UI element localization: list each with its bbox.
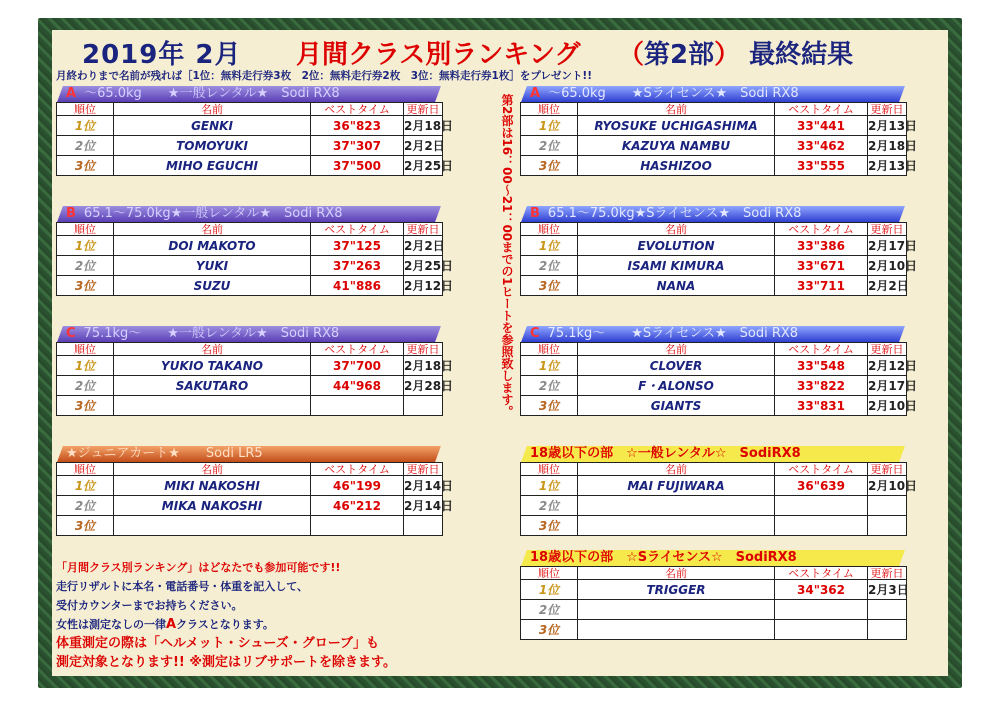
update-date: 2月18日 (404, 356, 443, 376)
header-name: 名前 (578, 103, 775, 116)
rank-position: 1位 (57, 356, 114, 376)
best-time: 33"671 (775, 256, 868, 276)
rank-position: 2位 (521, 136, 578, 156)
table-header-row (57, 343, 443, 356)
class-tag: A (66, 86, 77, 101)
title-part (618, 34, 853, 71)
table-header-row (521, 567, 907, 580)
class-tag: A (530, 86, 541, 101)
title-ranking: 月間クラス別ランキング (296, 40, 581, 70)
table-row (521, 116, 907, 136)
update-date: 2月13日 (868, 116, 907, 136)
racer-name (114, 516, 311, 536)
update-date: 2月14日 (404, 496, 443, 516)
ranking-board (52, 30, 948, 676)
class-banner (521, 86, 905, 102)
prize-subtitle: 月終わりまで名前が残れば［1位：無料走行券3枚 2位：無料走行券2枚 3位：無料走行券1枚］をプレゼント!! (56, 70, 592, 82)
note-text: クラスとなります。 (176, 618, 274, 631)
header-date: 更新日 (404, 343, 443, 356)
best-time: 37"500 (311, 156, 404, 176)
racer-name: TRIGGER (578, 580, 775, 600)
best-time: 34"362 (775, 580, 868, 600)
racer-name: YUKIO TAKANO (114, 356, 311, 376)
header-date: 更新日 (868, 103, 907, 116)
rank-position: 1位 (521, 116, 578, 136)
table-row (57, 496, 443, 516)
header-pos: 順位 (57, 223, 114, 236)
best-time: 37"307 (311, 136, 404, 156)
update-date: 2月2日 (404, 136, 443, 156)
header-pos: 順位 (57, 343, 114, 356)
rank-position: 2位 (57, 136, 114, 156)
table-row (521, 516, 907, 536)
update-date: 2月10日 (868, 476, 907, 496)
frame-border (38, 18, 962, 688)
rank-position: 3位 (57, 396, 114, 416)
best-time (311, 396, 404, 416)
header-time: ベストタイム (775, 463, 868, 476)
rank-position: 1位 (521, 580, 578, 600)
table-row (57, 236, 443, 256)
ranking-table (520, 462, 918, 536)
header-time: ベストタイム (775, 103, 868, 116)
header-name: 名前 (114, 103, 311, 116)
best-time: 46"199 (311, 476, 404, 496)
rank-position: 3位 (521, 396, 578, 416)
class-banner (57, 326, 441, 342)
table-header-row (521, 343, 907, 356)
table-row (57, 476, 443, 496)
rank-position: 3位 (521, 620, 578, 640)
class-label: 〜65.0kg ★Sライセンス★ Sodi RX8 (548, 86, 799, 101)
racer-name: GIANTS (578, 396, 775, 416)
class-banner (521, 206, 905, 222)
update-date (868, 516, 907, 536)
racer-name: RYOSUKE UCHIGASHIMA (578, 116, 775, 136)
update-date: 2月14日 (404, 476, 443, 496)
header-name: 名前 (578, 343, 775, 356)
table-row (521, 476, 907, 496)
update-date: 2月28日 (404, 376, 443, 396)
update-date: 2月10日 (868, 396, 907, 416)
update-date (404, 396, 443, 416)
best-time (775, 516, 868, 536)
table-row (57, 356, 443, 376)
paren-open: （ (618, 40, 645, 70)
rank-position: 2位 (521, 256, 578, 276)
racer-name: KAZUYA NAMBU (578, 136, 775, 156)
best-time (775, 600, 868, 620)
update-date: 2月10日 (868, 256, 907, 276)
header-name: 名前 (578, 223, 775, 236)
table-row (57, 396, 443, 416)
rank-position: 2位 (57, 376, 114, 396)
ranking-table (520, 566, 907, 640)
ranking-table (520, 342, 918, 416)
header-time: ベストタイム (311, 463, 404, 476)
ranking-table (56, 222, 454, 296)
racer-name (114, 396, 311, 416)
racer-name: MAI FUJIWARA (578, 476, 775, 496)
racer-name (578, 600, 775, 620)
table-row (521, 580, 907, 600)
rank-position: 3位 (57, 156, 114, 176)
ranking-block (520, 550, 909, 640)
paren-close: ） (714, 40, 741, 70)
update-date: 2月17日 (868, 376, 907, 396)
rank-position: 2位 (521, 600, 578, 620)
rank-position: 1位 (57, 236, 114, 256)
best-time: 33"548 (775, 356, 868, 376)
racer-name: F・ALONSO (578, 376, 775, 396)
racer-name: GENKI (114, 116, 311, 136)
table-row (57, 136, 443, 156)
racer-name: EVOLUTION (578, 236, 775, 256)
header-pos: 順位 (521, 463, 578, 476)
update-date: 2月25日 (404, 156, 443, 176)
class-banner (57, 86, 441, 102)
table-header-row (57, 103, 443, 116)
header-name: 名前 (578, 463, 775, 476)
racer-name: TOMOYUKI (114, 136, 311, 156)
update-date: 2月12日 (868, 356, 907, 376)
rank-position: 2位 (521, 496, 578, 516)
class-label: ★ジュニアカート★ Sodi LR5 (66, 446, 263, 461)
rank-position: 1位 (521, 476, 578, 496)
ranking-table (520, 102, 918, 176)
racer-name (578, 496, 775, 516)
ranking-table (56, 462, 454, 536)
header-pos: 順位 (521, 343, 578, 356)
table-row (521, 600, 907, 620)
update-date: 2月12日 (404, 276, 443, 296)
header-date: 更新日 (868, 223, 907, 236)
update-date: 2月3日 (868, 580, 907, 600)
update-date: 2月13日 (868, 156, 907, 176)
racer-name: MIKI NAKOSHI (114, 476, 311, 496)
table-row (57, 256, 443, 276)
header-name: 名前 (114, 463, 311, 476)
best-time: 37"700 (311, 356, 404, 376)
ranking-block (520, 446, 918, 536)
rank-position: 1位 (57, 116, 114, 136)
class-tag: C (66, 326, 76, 341)
best-time: 33"441 (775, 116, 868, 136)
ranking-block (56, 446, 454, 536)
racer-name: DOI MAKOTO (114, 236, 311, 256)
racer-name: SUZU (114, 276, 311, 296)
header-pos: 順位 (57, 463, 114, 476)
table-header-row (521, 103, 907, 116)
header-pos: 順位 (57, 103, 114, 116)
rank-position: 3位 (57, 276, 114, 296)
update-date: 2月17日 (868, 236, 907, 256)
best-time: 37"263 (311, 256, 404, 276)
racer-name: SAKUTARO (114, 376, 311, 396)
class-tag: C (530, 326, 540, 341)
class-label: 18歳以下の部 ☆Sライセンス☆ SodiRX8 (530, 550, 797, 565)
update-date (868, 620, 907, 640)
table-row (521, 156, 907, 176)
header-time: ベストタイム (311, 223, 404, 236)
table-row (57, 156, 443, 176)
table-row (521, 236, 907, 256)
best-time (775, 620, 868, 640)
rank-position: 3位 (521, 276, 578, 296)
header-date: 更新日 (404, 103, 443, 116)
class-banner (521, 446, 905, 462)
class-banner (57, 206, 441, 222)
best-time: 46"212 (311, 496, 404, 516)
racer-name: HASHIZOO (578, 156, 775, 176)
update-date: 2月2日 (404, 236, 443, 256)
ranking-table (56, 102, 454, 176)
racer-name: YUKI (114, 256, 311, 276)
note-class-a: A (166, 617, 177, 632)
header-time: ベストタイム (775, 223, 868, 236)
title-month: 2019年 2月 (82, 40, 242, 70)
final-label: 最終結果 (740, 40, 854, 70)
ranking-table (520, 222, 918, 296)
note-text: 女性は測定なしの一律 (56, 618, 166, 631)
class-tag: B (66, 206, 76, 221)
header-date: 更新日 (868, 343, 907, 356)
header-date: 更新日 (404, 223, 443, 236)
header-time: ベストタイム (775, 567, 868, 580)
header-pos: 順位 (521, 567, 578, 580)
rank-position: 3位 (521, 516, 578, 536)
best-time: 33"831 (775, 396, 868, 416)
class-label: 75.1kg〜 ★Sライセンス★ Sodi RX8 (547, 326, 799, 341)
note-line: 走行リザルトに本名・電話番号・体重を記入して、 (56, 580, 309, 593)
ranking-block (520, 326, 918, 416)
note-line: 測定対象となります!! ※測定はリブサポートを除きます。 (56, 655, 396, 670)
table-row (521, 496, 907, 516)
header-name: 名前 (578, 567, 775, 580)
racer-name (578, 620, 775, 640)
header-date: 更新日 (868, 463, 907, 476)
update-date: 2月18日 (868, 136, 907, 156)
table-row (521, 376, 907, 396)
table-header-row (57, 463, 443, 476)
update-date: 2月18日 (404, 116, 443, 136)
notes (56, 558, 396, 672)
header-pos: 順位 (521, 223, 578, 236)
table-row (521, 356, 907, 376)
note-line: 「月間クラス別ランキング」はどなたでも参加可能です!! (56, 561, 341, 574)
class-label: 〜65.0kg ★一般レンタル★ Sodi RX8 (84, 86, 340, 101)
rank-position: 1位 (521, 236, 578, 256)
class-tag: B (530, 206, 540, 221)
table-row (521, 136, 907, 156)
rank-position: 1位 (57, 476, 114, 496)
table-row (57, 516, 443, 536)
racer-name: MIHO EGUCHI (114, 156, 311, 176)
header-date: 更新日 (868, 567, 907, 580)
update-date: 2月25日 (404, 256, 443, 276)
class-banner (521, 326, 905, 342)
table-header-row (521, 223, 907, 236)
rank-position: 1位 (521, 356, 578, 376)
note-line: 受付カウンターまでお持ちください。 (56, 599, 243, 612)
ranking-table (56, 342, 454, 416)
class-label: 65.1〜75.0kg★Sライセンス★ Sodi RX8 (547, 206, 802, 221)
best-time: 41"886 (311, 276, 404, 296)
header-time: ベストタイム (775, 343, 868, 356)
header-time: ベストタイム (311, 343, 404, 356)
table-row (521, 396, 907, 416)
part-label: 第2部 (644, 40, 715, 70)
best-time: 44"968 (311, 376, 404, 396)
table-row (57, 116, 443, 136)
table-row (521, 276, 907, 296)
racer-name: MIKA NAKOSHI (114, 496, 311, 516)
class-banner (57, 446, 441, 462)
best-time: 36"639 (775, 476, 868, 496)
racer-name (578, 516, 775, 536)
best-time: 33"822 (775, 376, 868, 396)
header-time: ベストタイム (311, 103, 404, 116)
note-line: 体重測定の際は「ヘルメット・シューズ・グローブ」も (56, 636, 380, 651)
note-line (56, 615, 396, 634)
best-time: 33"462 (775, 136, 868, 156)
best-time: 33"711 (775, 276, 868, 296)
update-date (868, 600, 907, 620)
racer-name: ISAMI KIMURA (578, 256, 775, 276)
best-time: 33"555 (775, 156, 868, 176)
racer-name: NANA (578, 276, 775, 296)
rank-position: 3位 (57, 516, 114, 536)
best-time: 36"823 (311, 116, 404, 136)
ranking-block (520, 206, 918, 296)
header-date: 更新日 (404, 463, 443, 476)
table-row (57, 376, 443, 396)
update-date (404, 516, 443, 536)
best-time (311, 516, 404, 536)
rank-position: 2位 (57, 256, 114, 276)
header-name: 名前 (114, 223, 311, 236)
best-time (775, 496, 868, 516)
update-date: 2月2日 (868, 276, 907, 296)
class-label: 75.1kg〜 ★一般レンタル★ Sodi RX8 (83, 326, 340, 341)
ranking-block (56, 86, 454, 176)
class-label: 18歳以下の部 ☆一般レンタル☆ SodiRX8 (530, 446, 801, 461)
racer-name: CLOVER (578, 356, 775, 376)
table-row (57, 276, 443, 296)
best-time: 37"125 (311, 236, 404, 256)
rank-position: 3位 (521, 156, 578, 176)
rank-position: 2位 (57, 496, 114, 516)
vertical-note: 第2部は16：00〜21：00までの1ヒートを参照致します。 (500, 94, 514, 418)
class-banner (521, 550, 905, 566)
rank-position: 2位 (521, 376, 578, 396)
table-row (521, 620, 907, 640)
header-pos: 順位 (521, 103, 578, 116)
table-header-row (57, 223, 443, 236)
ranking-block (56, 326, 454, 416)
ranking-block (56, 206, 454, 296)
table-row (521, 256, 907, 276)
ranking-block (520, 86, 918, 176)
update-date (868, 496, 907, 516)
best-time: 33"386 (775, 236, 868, 256)
table-header-row (521, 463, 907, 476)
class-label: 65.1〜75.0kg★一般レンタル★ Sodi RX8 (83, 206, 343, 221)
header-name: 名前 (114, 343, 311, 356)
